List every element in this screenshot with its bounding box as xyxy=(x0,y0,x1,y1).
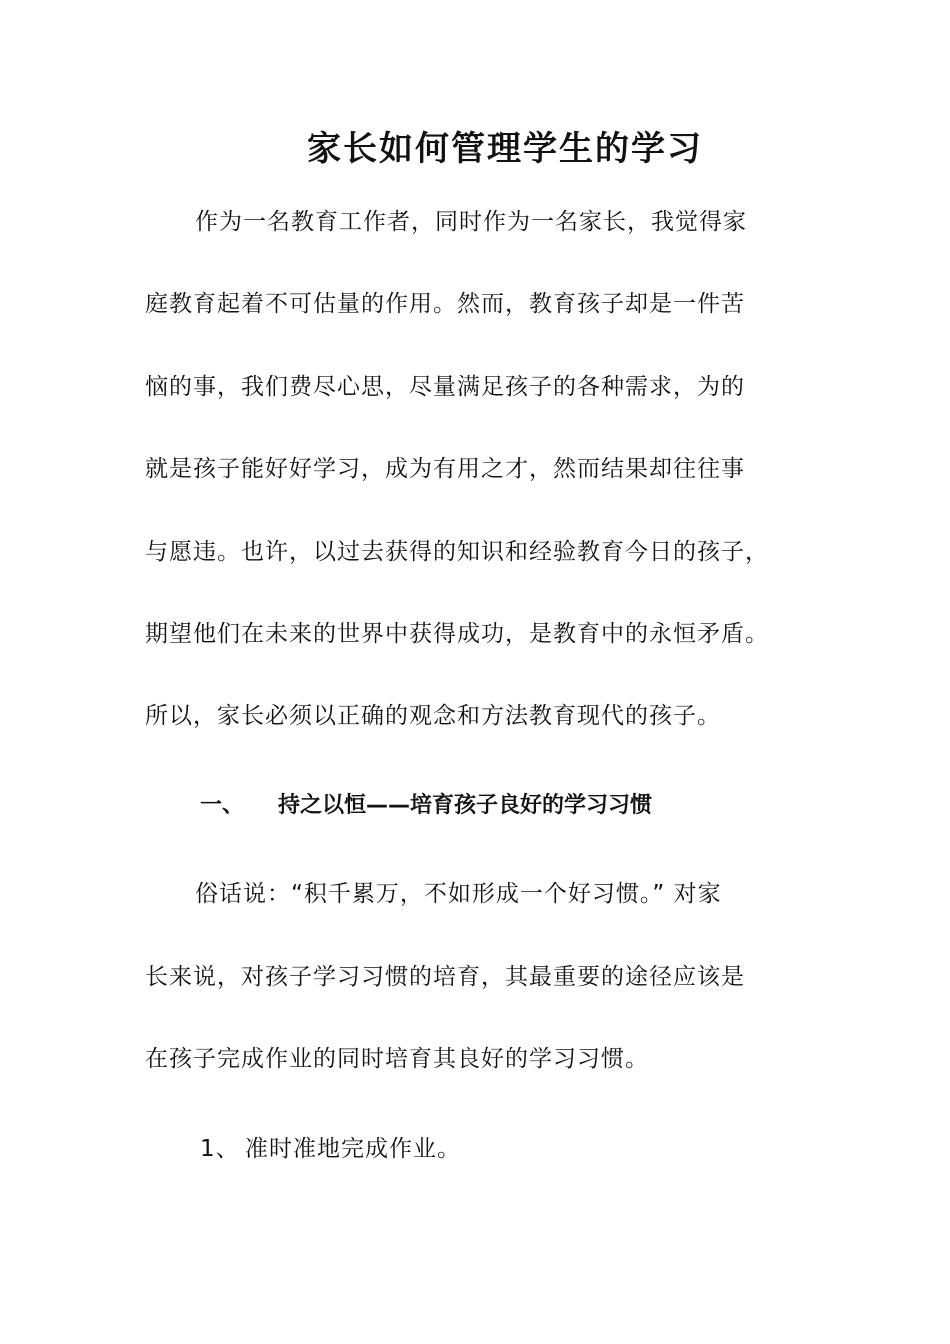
paragraph-line: 在孩子完成作业的同时培育其良好的学习习惯。 xyxy=(145,1046,649,1072)
paragraph-line: 所以，家长必须以正确的观念和方法教育现代的孩子。 xyxy=(145,703,721,729)
document-title: 家长如何管理学生的学习 xyxy=(307,129,703,169)
paragraph-line: 俗话说：“积千累万，不如形成一个好习惯。” 对家 xyxy=(195,881,722,907)
list-item-number: 1、 xyxy=(200,1136,240,1162)
section-number: 一、 xyxy=(200,793,245,818)
paragraph-line: 就是孩子能好好学习，成为有用之才，然而结果却往往事 xyxy=(145,456,745,482)
paragraph-line: 与愿违。也许，以过去获得的知识和经验教育今日的孩子， xyxy=(145,539,769,565)
section-heading: 持之以恒——培育孩子良好的学习习惯 xyxy=(278,793,653,818)
paragraph-line: 期望他们在未来的世界中获得成功，是教育中的永恒矛盾。 xyxy=(145,621,769,647)
list-item-text: 准时准地完成作业。 xyxy=(245,1136,461,1162)
paragraph-line: 庭教育起着不可估量的作用。然而，教育孩子却是一件苦 xyxy=(145,291,745,317)
paragraph-line: 恼的事，我们费尽心思，尽量满足孩子的各种需求，为的 xyxy=(145,374,745,400)
paragraph-line: 长来说，对孩子学习习惯的培育，其最重要的途径应该是 xyxy=(145,964,745,990)
paragraph-line: 作为一名教育工作者，同时作为一名家长，我觉得家 xyxy=(195,209,747,235)
